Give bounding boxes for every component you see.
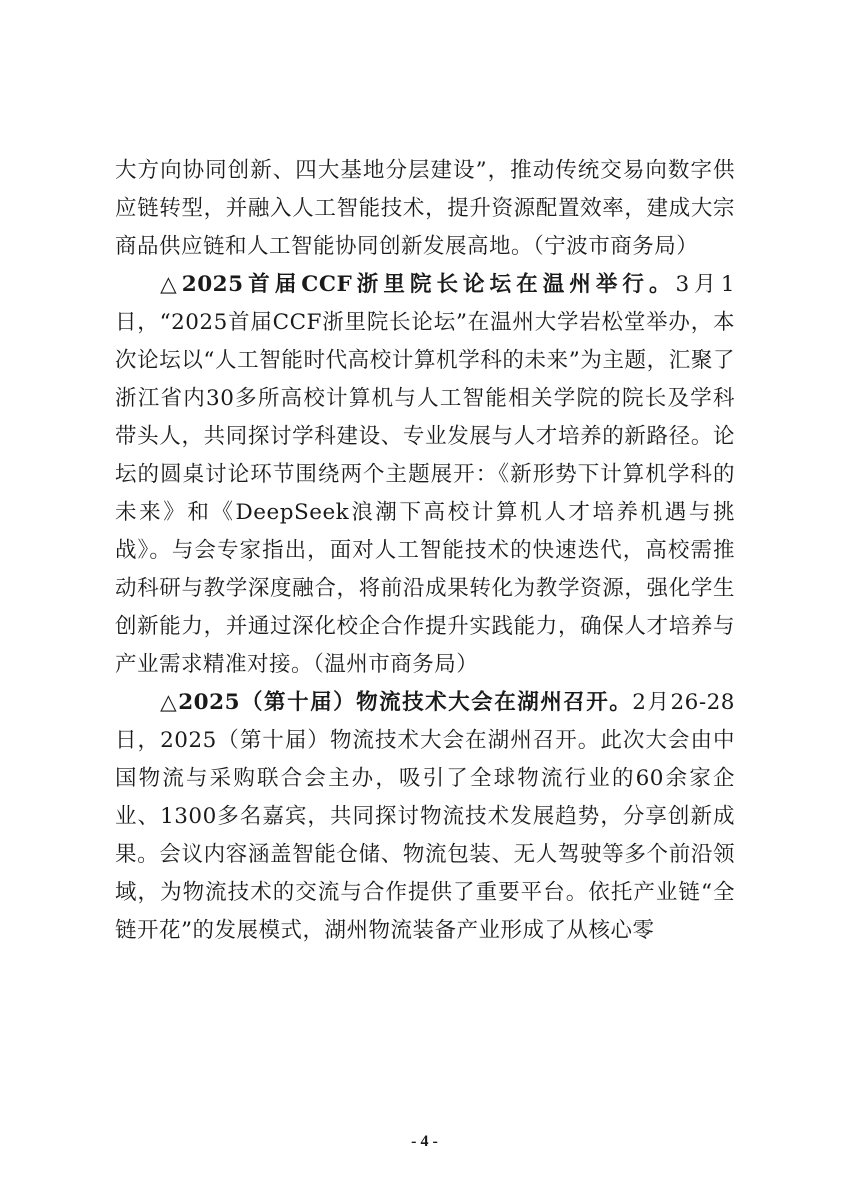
paragraph-continuation — [115, 152, 735, 266]
news-item-logistics-conference — [115, 684, 735, 950]
document-body — [115, 152, 735, 950]
news-headline: △2025首届CCF浙里院长论坛在温州举行。 — [160, 272, 676, 297]
news-headline: △2025（第十届）物流技术大会在湖州召开。 — [160, 690, 633, 715]
news-item-ccf-forum — [115, 266, 735, 684]
page-number: - 4 - — [411, 1133, 438, 1150]
news-body: 3月1日，“2025首届CCF浙里院长论坛”在温州大学岩松堂举办，本次论坛以“人工智能时代高校计算机学科的未来”为主题，汇聚了浙江省内30多所高校计算机与人工智能相关学院的院长及学科带头人，共同探讨学科建设、专业发展与人才培养的新路径。论坛的圆桌讨论环节围绕两个主题展开：《新形势下计算机学科的未来》和《DeepSeek浪潮下高校计算机人才培养机遇与挑战》。与会专家指出，面对人工智能技术的快速迭代，高校需推动科研与教学深度融合，将前沿成果转化为教学资源，强化学生创新能力，并通过深化校企合作提升实践能力，确保人才培养与产业需求精准对接。（温州市商务局） — [115, 272, 735, 677]
news-body: 2月26-28日，2025（第十届）物流技术大会在湖州召开。此次大会由中国物流与采购联合会主办，吸引了全球物流行业的60余家企业、1300多名嘉宾，共同探讨物流技术发展趋势，分享创新成果。会议内容涵盖智能仓储、物流包装、无人驾驶等多个前沿领域，为物流技术的交流与合作提供了重要平台。依托产业链“全链开花”的发展模式，湖州物流装备产业形成了从核心零 — [115, 690, 735, 943]
paragraph-text: 大方向协同创新、四大基地分层建设”，推动传统交易向数字供应链转型，并融入人工智能技术，提升资源配置效率，建成大宗商品供应链和人工智能协同创新发展高地。（宁波市商务局） — [115, 158, 735, 259]
